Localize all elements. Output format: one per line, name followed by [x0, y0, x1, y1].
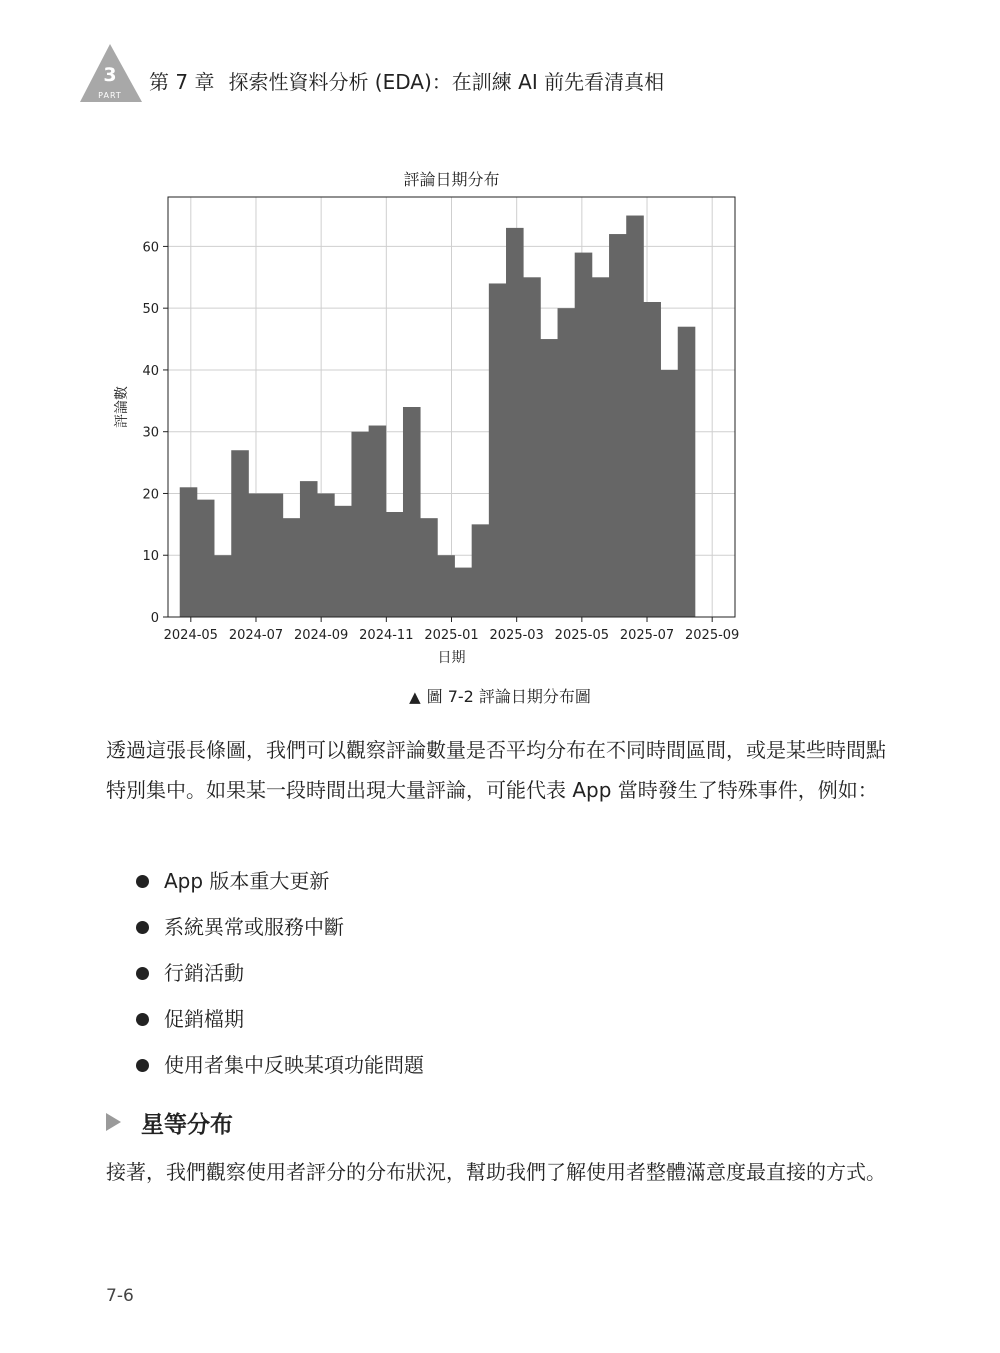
figure-caption — [0, 684, 1000, 707]
histogram-bar — [592, 277, 610, 617]
histogram-bar — [180, 487, 198, 617]
histogram-bar — [643, 302, 661, 617]
x-tick-label: 2025-09 — [685, 628, 740, 643]
histogram-bar — [283, 518, 301, 617]
part-badge — [80, 42, 150, 104]
y-tick-label: 0 — [150, 611, 159, 626]
x-axis-label: 日期 — [437, 650, 466, 666]
bullet-list — [136, 858, 896, 1088]
histogram-bar — [540, 339, 558, 617]
histogram-bar — [558, 308, 576, 617]
list-item — [136, 904, 896, 950]
paragraph-2: 接著，我們觀察使用者評分的分布狀況，幫助我們了解使用者整體滿意度最直接的方式。 — [106, 1160, 886, 1184]
caption-triangle-icon: ▲ — [409, 688, 421, 706]
x-tick-label: 2024-07 — [228, 628, 284, 643]
part-number: 3 — [103, 64, 117, 86]
y-tick-label: 50 — [142, 302, 159, 318]
list-item — [136, 996, 896, 1042]
y-tick-label: 30 — [142, 425, 159, 441]
histogram-bar — [369, 426, 387, 617]
bullet-dot-icon — [136, 1013, 149, 1026]
caption-text: 圖 7-2 評論日期分布圖 — [426, 687, 591, 706]
list-item — [136, 950, 896, 996]
list-item-text: 行銷活動 — [164, 961, 244, 985]
histogram-bar — [214, 555, 232, 617]
chapter-title: 探索性資料分析 (EDA)：在訓練 AI 前先看清真相 — [228, 70, 665, 94]
section-title: 星等分布 — [141, 1111, 233, 1138]
part-word: PART — [98, 91, 122, 100]
x-tick-label: 2025-07 — [619, 628, 675, 643]
histogram-bar — [386, 512, 404, 617]
bullet-dot-icon — [136, 921, 149, 934]
histogram-bar — [266, 493, 284, 617]
histogram-bar — [523, 277, 541, 617]
bullet-dot-icon — [136, 875, 149, 888]
histogram-chart — [100, 160, 760, 670]
page-number: 7-6 — [106, 1286, 134, 1306]
y-tick-label: 40 — [142, 363, 159, 379]
chart-title: 評論日期分布 — [403, 170, 500, 189]
histogram-bar — [626, 216, 644, 617]
histogram-bar — [575, 253, 593, 617]
histogram-bar — [609, 234, 627, 617]
list-item-text: App 版本重大更新 — [164, 869, 330, 893]
histogram-bar — [472, 524, 490, 617]
y-tick-label: 60 — [142, 240, 159, 256]
list-item — [136, 858, 896, 904]
histogram-bar — [231, 450, 249, 617]
histogram-bar — [403, 407, 421, 617]
y-tick-label: 10 — [142, 549, 159, 565]
histogram-bar — [351, 432, 369, 617]
histogram-bar — [489, 283, 507, 617]
histogram-bar — [661, 370, 679, 617]
list-item-text: 促銷檔期 — [164, 1007, 244, 1031]
x-tick-label: 2024-11 — [359, 628, 414, 643]
list-item-text: 使用者集中反映某項功能問題 — [164, 1053, 424, 1077]
x-tick-label: 2024-05 — [163, 628, 218, 643]
x-tick-label: 2024-09 — [293, 628, 349, 643]
review-date-chart — [100, 160, 760, 670]
histogram-bar — [678, 327, 696, 617]
paragraph-1: 透過這張長條圖，我們可以觀察評論數量是否平均分布在不同時間區間，或是某些時間點特別集中。如果某一段時間出現大量評論，可能代表 App 當時發生了特殊事件，例如： — [106, 738, 886, 802]
histogram-bar — [437, 555, 455, 617]
list-item-text: 系統異常或服務中斷 — [164, 915, 344, 939]
histogram-bar — [334, 506, 352, 617]
histogram-bar — [454, 568, 472, 617]
x-tick-label: 2025-05 — [554, 628, 610, 643]
section-heading — [106, 1100, 233, 1144]
histogram-bar — [300, 481, 318, 617]
histogram-bar — [248, 493, 266, 617]
y-tick-label: 20 — [142, 487, 159, 503]
x-tick-label: 2025-01 — [424, 628, 479, 643]
bullet-dot-icon — [136, 1059, 149, 1072]
histogram-bar — [420, 518, 438, 617]
bullet-dot-icon — [136, 967, 149, 980]
y-axis-label: 評論數 — [114, 386, 130, 428]
list-item — [136, 1042, 896, 1088]
histogram-bar — [197, 500, 215, 617]
chapter-header — [80, 42, 960, 106]
chapter-label: 第 7 章 — [149, 70, 215, 94]
play-arrow-icon — [106, 1113, 121, 1131]
chapter-title-line — [149, 66, 664, 95]
histogram-bar — [506, 228, 524, 617]
x-tick-label: 2025-03 — [489, 628, 544, 643]
histogram-bar — [317, 493, 335, 617]
